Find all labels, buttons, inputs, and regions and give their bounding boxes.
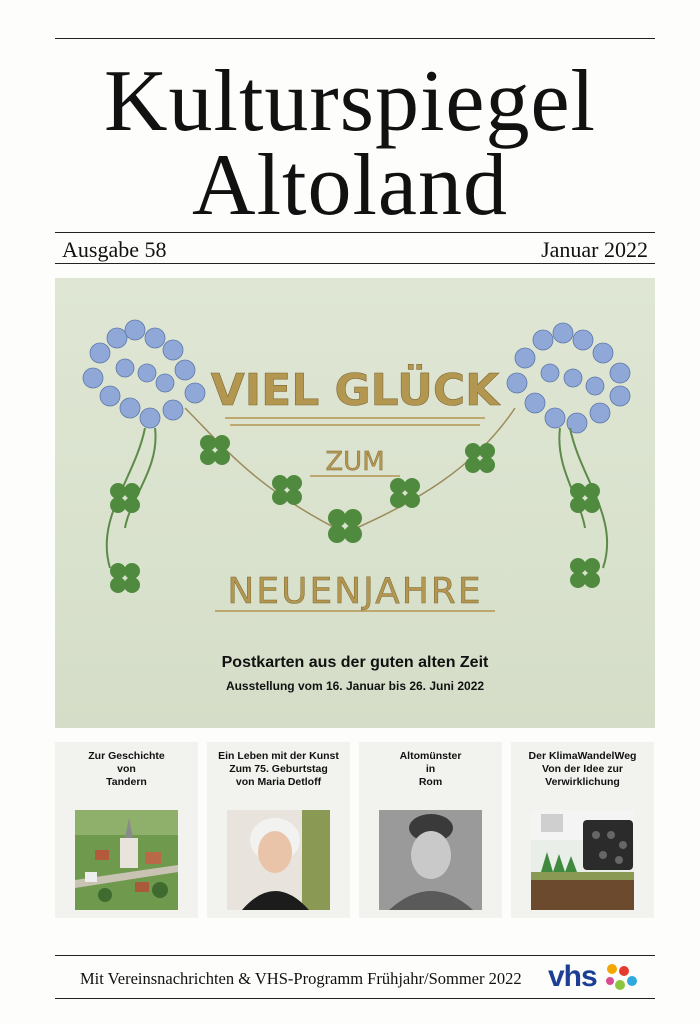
vhs-logo-dots (600, 963, 640, 993)
masthead-line-2: Altoland (192, 137, 508, 234)
forget-me-not-left (83, 320, 205, 428)
issue-number: Ausgabe 58 (62, 237, 167, 262)
postcard-text-top: VIEL GLÜCK (210, 365, 500, 416)
stems (107, 408, 607, 568)
postcard-text-mid: ZUM (325, 447, 385, 477)
card-tandern[interactable] (55, 742, 198, 918)
card-title: Zur Geschichte von Tandern (88, 750, 165, 788)
hero-subtitle: Ausstellung vom 16. Januar bis 26. Juni 2022 (225, 679, 485, 693)
card-title: Altomünster in Rom (399, 750, 462, 788)
engraved-portrait (379, 810, 482, 910)
info-board (531, 810, 634, 910)
vhs-logo-text: vhs (548, 960, 597, 993)
hero-title: Postkarten aus der guten alten Zeit (221, 654, 489, 671)
issue-row (62, 237, 648, 263)
hero-postcard (55, 278, 655, 728)
forget-me-not-right (507, 323, 630, 433)
issue-rule-top (55, 232, 655, 233)
card-maria-detloff[interactable] (207, 742, 350, 918)
card-title: Der KlimaWandelWeg Von der Idee zur Verwirklichung (528, 750, 637, 788)
vhs-logo (548, 960, 597, 994)
issue-rule-bottom (55, 263, 655, 264)
card-klimawandelweg[interactable] (511, 742, 654, 918)
footer-text: Mit Vereinsnachrichten & VHS-Programm Frühjahr/Sommer 2022 (80, 969, 522, 988)
card-title: Ein Leben mit der Kunst Zum 75. Geburtstag von Maria Detloff (218, 750, 339, 788)
postcard-text-bottom: NEUENJAHRE (227, 571, 483, 612)
top-rule (55, 38, 655, 39)
footer-rule-top (55, 955, 655, 956)
footer-rule-bottom (55, 998, 655, 999)
issue-date: Januar 2022 (541, 237, 648, 262)
card-altomuenster-rom[interactable] (359, 742, 502, 918)
masthead-line-1: Kulturspiegel (103, 53, 596, 150)
portrait-photo (227, 810, 330, 910)
village-aerial-photo (75, 810, 178, 910)
